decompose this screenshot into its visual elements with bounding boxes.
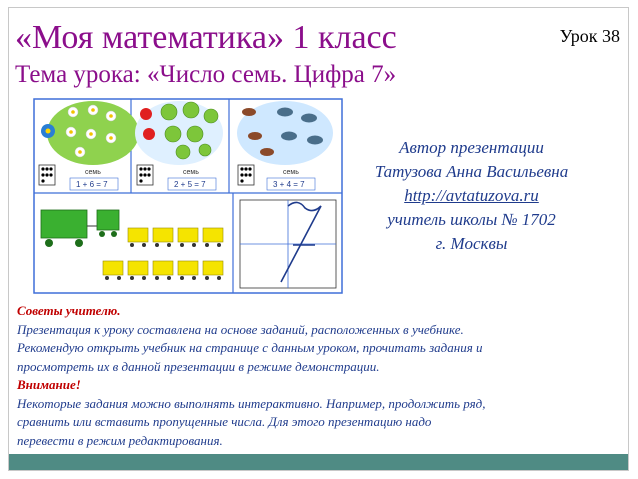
lesson-topic: Тема урока: «Число семь. Цифра 7» xyxy=(15,61,397,88)
tips-line: Рекомендую открыть учебник на странице с данным уроком, прочитать задания и xyxy=(17,340,483,355)
teacher-tips xyxy=(9,298,630,456)
slide-title: «Моя математика» 1 класс xyxy=(15,19,397,56)
svg-text:семь: семь xyxy=(85,169,101,176)
author-city: г. Москвы xyxy=(435,234,508,253)
tips-line: перевести в режим редактирования. xyxy=(17,432,223,448)
author-website-link[interactable]: http://avtatuzova.ru xyxy=(404,186,539,205)
author-role: учитель школы № 1702 xyxy=(387,210,556,229)
author-heading: Автор презентации xyxy=(399,138,544,157)
slide xyxy=(8,7,629,471)
svg-text:семь: семь xyxy=(183,169,199,176)
svg-text:2 + 5 = 7: 2 + 5 = 7 xyxy=(174,180,206,189)
digit-seven-panel xyxy=(240,200,336,288)
tips-line: сравнить или вставить пропущенные числа. Для этого презентацию надо xyxy=(17,414,432,429)
footer-band xyxy=(9,454,628,470)
strawberry-icon xyxy=(140,108,152,120)
tips-heading: Советы учителю. xyxy=(17,303,121,318)
tips-line: Некоторые задания можно выполнять интерактивно. Например, продолжить ряд, xyxy=(17,395,486,411)
lesson-number: Урок 38 xyxy=(559,26,620,46)
attention-label: Внимание! xyxy=(17,377,81,392)
author-name: Татузова Анна Васильевна xyxy=(374,162,569,181)
svg-text:1 + 6 = 7: 1 + 6 = 7 xyxy=(76,180,108,189)
illustration-collage xyxy=(33,98,343,294)
svg-text:семь: семь xyxy=(283,169,299,176)
tips-line: Презентация к уроку составлена на основе заданий, расположенных в учебнике. xyxy=(17,321,464,337)
author-block xyxy=(349,136,594,256)
green-wagon-icon xyxy=(41,210,87,238)
tips-line: просмотреть их в данной презентации в режиме демонстрации. xyxy=(17,358,380,374)
svg-text:3 + 4 = 7: 3 + 4 = 7 xyxy=(273,180,305,189)
